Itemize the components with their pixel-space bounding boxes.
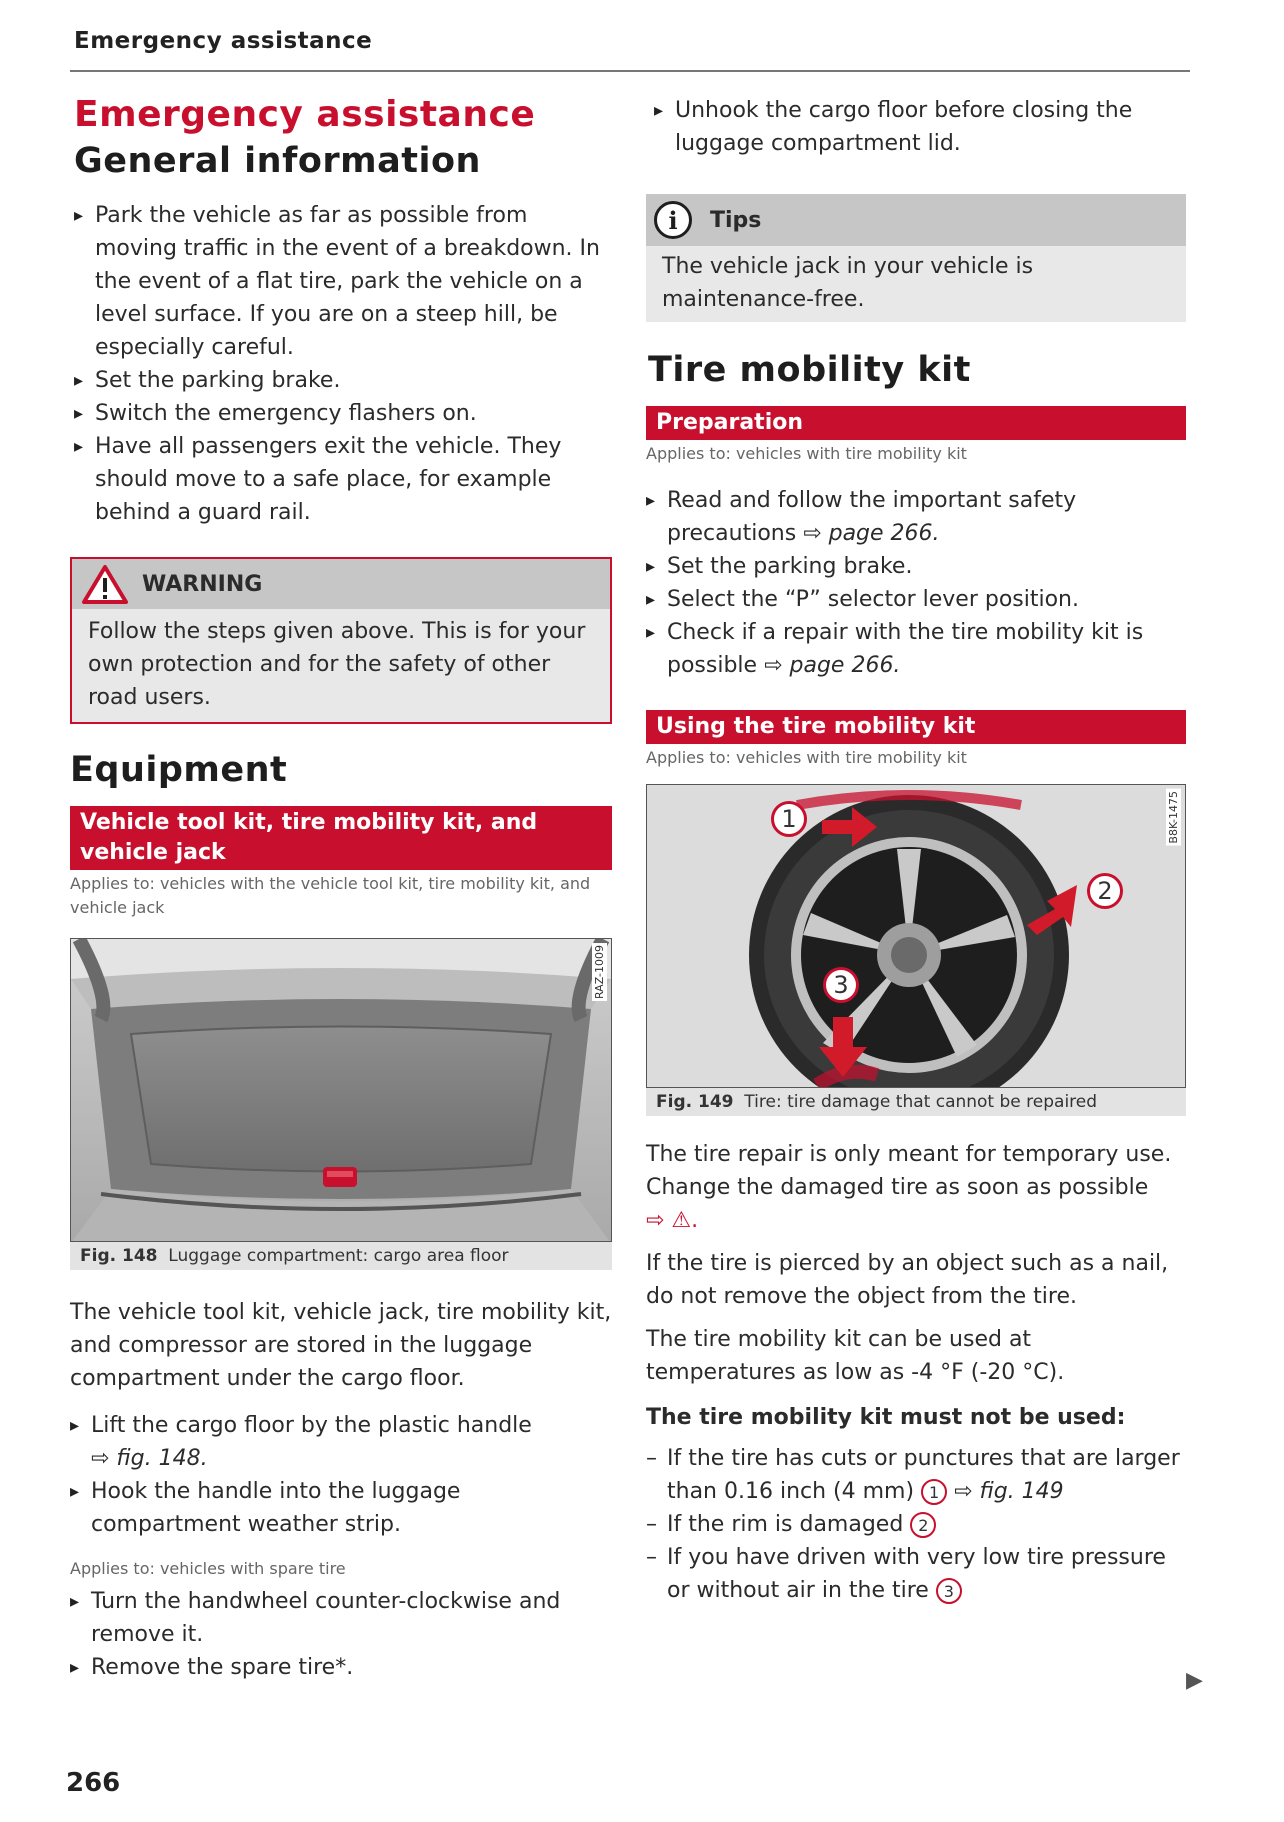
figure-148 xyxy=(70,938,612,1270)
right-column xyxy=(646,94,1186,1607)
equipment-applies: Applies to: vehicles with the vehicle tool kit, tire mobility kit, and vehicle jack xyxy=(70,874,591,917)
callout-1-ref: 1 xyxy=(921,1479,947,1505)
spare-tire-bullet: ▸ Remove the spare tire*. xyxy=(70,1651,612,1684)
tips-body: The vehicle jack in your vehicle is maintenance-free. xyxy=(646,246,1186,322)
equipment-paragraph: The vehicle tool kit, vehicle jack, tire mobility kit, and compressor are stored in the luggage compartment under the cargo floor. xyxy=(70,1300,612,1391)
figure-148-label: Fig. 148 xyxy=(80,1246,158,1266)
page-266-link[interactable]: ⇨ page 266. xyxy=(803,521,940,546)
equipment-bullet-text: Lift the cargo floor by the plastic handle xyxy=(91,1413,532,1438)
equipment-bullets xyxy=(70,1409,612,1541)
info-icon: i xyxy=(654,201,692,239)
figure-149 xyxy=(646,784,1186,1116)
using-kit-section-bar: Using the tire mobility kit xyxy=(646,710,1186,744)
callout-3-ref: 3 xyxy=(936,1578,962,1604)
warning-ref-link[interactable]: ⇨ ⚠. xyxy=(646,1208,699,1233)
page-number: 266 xyxy=(66,1768,121,1798)
tips-title: Tips xyxy=(710,207,762,233)
preparation-bullets xyxy=(646,484,1186,682)
callout-1: 1 xyxy=(771,801,807,837)
temporary-use-paragraph xyxy=(646,1138,1186,1237)
luggage-compartment-image xyxy=(70,938,612,1242)
tire-damage-image xyxy=(646,784,1186,1088)
spare-tire-bullet: ▸ Turn the handwheel counter-clockwise and remove it. xyxy=(70,1585,612,1651)
preparation-bullet-text: Read and follow the important safety precautions xyxy=(667,488,1077,546)
must-not-heading: The tire mobility kit must not be used: xyxy=(646,1405,1126,1430)
preparation-section-bar: Preparation xyxy=(646,406,1186,440)
callout-2-ref: 2 xyxy=(910,1512,936,1538)
equipment-bullet: ▸ Hook the handle into the luggage compartment weather strip. xyxy=(70,1475,612,1541)
equipment-heading: Equipment xyxy=(70,750,288,790)
cargo-floor-bullet: ▸ Unhook the cargo floor before closing the luggage compartment lid. xyxy=(654,94,1186,160)
general-bullets xyxy=(74,199,612,529)
left-column xyxy=(70,94,612,1684)
warning-title: WARNING xyxy=(142,571,263,597)
warning-box xyxy=(70,557,612,724)
general-information-heading: General information xyxy=(74,141,481,181)
equipment-bullet xyxy=(70,1409,612,1475)
continue-arrow-icon: ▶ xyxy=(1186,1668,1203,1693)
figure-149-code: B8K-1475 xyxy=(1167,791,1180,844)
equipment-section-bar: Vehicle tool kit, tire mobility kit, and vehicle jack xyxy=(70,806,612,870)
tire-mobility-kit-heading: Tire mobility kit xyxy=(648,350,971,390)
preparation-bullet: ▸ Select the “P” selector lever position. xyxy=(646,583,1186,616)
preparation-bullet xyxy=(646,616,1186,682)
callout-3: 3 xyxy=(823,967,859,1003)
running-header: Emergency assistance xyxy=(74,28,373,54)
preparation-applies: Applies to: vehicles with tire mobility kit xyxy=(646,444,967,463)
spare-tire-applies: Applies to: vehicles with spare tire xyxy=(70,1559,346,1578)
must-not-item-text: If you have driven with very low tire pressure or without air in the tire xyxy=(667,1545,1166,1603)
general-bullet: ▸ Set the parking brake. xyxy=(74,364,612,397)
figure-149-caption-text: Tire: tire damage that cannot be repaired xyxy=(744,1092,1098,1112)
figure-149-label: Fig. 149 xyxy=(656,1092,734,1112)
must-not-item xyxy=(646,1442,1186,1508)
temporary-use-text: The tire repair is only meant for temporary use. Change the damaged tire as soon as possible xyxy=(646,1142,1172,1200)
spare-tire-bullets xyxy=(70,1585,612,1684)
tips-header xyxy=(646,194,1186,246)
warning-triangle-icon xyxy=(82,564,128,604)
nail-paragraph: If the tire is pierced by an object such as a nail, do not remove the object from the tire. xyxy=(646,1251,1169,1309)
warning-header xyxy=(72,559,610,609)
preparation-bullet xyxy=(646,484,1186,550)
figure-148-code: RAZ-1009 xyxy=(593,945,606,1000)
must-not-list xyxy=(646,1442,1186,1607)
must-not-item-text: If the tire has cuts or punctures that are larger than 0.16 inch (4 mm) xyxy=(667,1446,1180,1504)
fig-148-link[interactable]: ⇨ fig. 148. xyxy=(91,1446,208,1471)
temperature-paragraph: The tire mobility kit can be used at temperatures as low as -4 °F (-20 °C). xyxy=(646,1327,1065,1385)
preparation-bullet-text: Check if a repair with the tire mobility kit is possible xyxy=(667,620,1144,678)
must-not-item xyxy=(646,1508,1186,1541)
fig-149-link[interactable]: ⇨ fig. 149 xyxy=(954,1479,1064,1504)
page-266-link[interactable]: ⇨ page 266. xyxy=(764,653,901,678)
chapter-title: Emergency assistance xyxy=(74,94,536,135)
using-kit-applies: Applies to: vehicles with tire mobility kit xyxy=(646,748,967,767)
must-not-item xyxy=(646,1541,1186,1607)
general-bullet: ▸ Have all passengers exit the vehicle. They should move to a safe place, for example behind a guard rail. xyxy=(74,430,612,529)
tips-box xyxy=(646,194,1186,322)
callout-2: 2 xyxy=(1087,873,1123,909)
general-bullet: ▸ Switch the emergency flashers on. xyxy=(74,397,612,430)
preparation-bullet: ▸ Set the parking brake. xyxy=(646,550,1186,583)
must-not-item-text: If the rim is damaged xyxy=(667,1512,904,1537)
header-rule xyxy=(70,70,1190,72)
figure-148-caption xyxy=(70,1242,612,1270)
warning-body: Follow the steps given above. This is for your own protection and for the safety of other road users. xyxy=(72,609,610,722)
figure-148-caption-text: Luggage compartment: cargo area floor xyxy=(168,1246,509,1266)
general-bullet: ▸ Park the vehicle as far as possible from moving traffic in the event of a breakdown. In the event of a flat tire, park the vehicle on a level surface. If you are on a steep hill, be especially careful. xyxy=(74,199,612,364)
figure-149-caption xyxy=(646,1088,1186,1116)
